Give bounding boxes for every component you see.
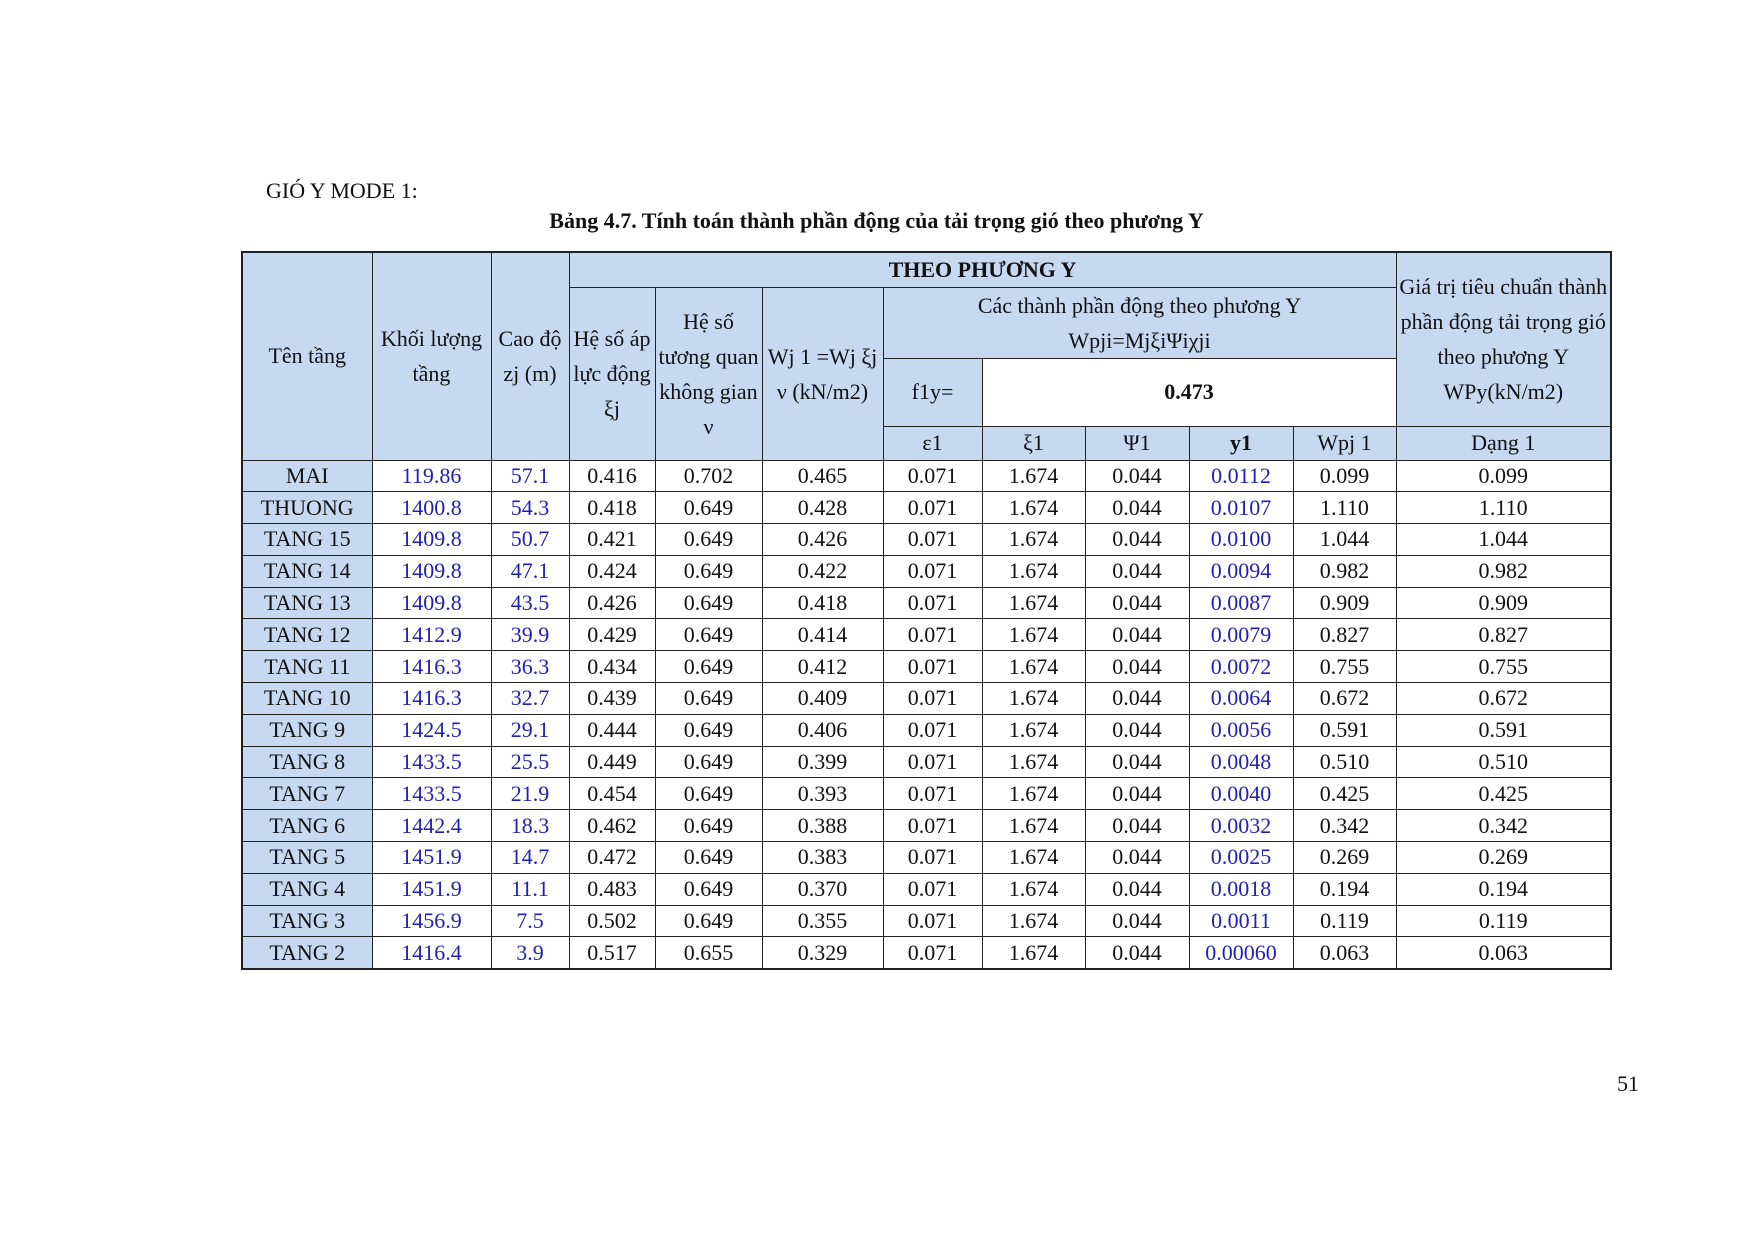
wind-load-table (241, 251, 1612, 970)
cell-wj1: 0.383 (762, 842, 883, 874)
cell-nu: 0.702 (655, 460, 762, 492)
cell-mass: 1400.8 (372, 492, 491, 524)
cell-eps1: 0.071 (883, 683, 982, 715)
cell-wpy: 0.755 (1396, 651, 1611, 683)
cell-elevation: 36.3 (491, 651, 569, 683)
cell-wpj1: 0.755 (1293, 651, 1396, 683)
cell-xi-j: 0.462 (569, 810, 655, 842)
cell-eps1: 0.071 (883, 873, 982, 905)
table-body (242, 460, 1611, 969)
cell-elevation: 39.9 (491, 619, 569, 651)
cell-wj1: 0.428 (762, 492, 883, 524)
cell-mass: 1433.5 (372, 746, 491, 778)
table-row (242, 683, 1611, 715)
cell-y1: 0.0107 (1189, 492, 1293, 524)
table-row (242, 873, 1611, 905)
cell-elevation: 57.1 (491, 460, 569, 492)
cell-xi1: 1.674 (982, 778, 1085, 810)
cell-mass: 1451.9 (372, 842, 491, 874)
cell-wpy: 0.982 (1396, 555, 1611, 587)
cell-elevation: 3.9 (491, 937, 569, 969)
cell-wj1: 0.418 (762, 587, 883, 619)
table-caption: Bảng 4.7. Tính toán thành phần động của tải trọng gió theo phương Y (549, 208, 1204, 233)
header-he-so-tuong-quan: Hệ số tương quan không gian ν (655, 287, 762, 460)
cell-elevation: 29.1 (491, 714, 569, 746)
cell-wj1: 0.412 (762, 651, 883, 683)
cell-xi1: 1.674 (982, 555, 1085, 587)
cell-mass: 1409.8 (372, 555, 491, 587)
cell-y1: 0.0087 (1189, 587, 1293, 619)
cell-elevation: 54.3 (491, 492, 569, 524)
cell-y1: 0.0072 (1189, 651, 1293, 683)
cell-wj1: 0.355 (762, 905, 883, 937)
table-row (242, 555, 1611, 587)
cell-mass: 1412.9 (372, 619, 491, 651)
cell-wpj1: 0.269 (1293, 842, 1396, 874)
cell-wj1: 0.370 (762, 873, 883, 905)
page-number: 51 (1617, 1071, 1639, 1096)
section-heading: GIÓ Y MODE 1: (266, 178, 418, 203)
cell-wpj1: 0.591 (1293, 714, 1396, 746)
cell-psi1: 0.044 (1085, 524, 1189, 556)
cell-floor-name: TANG 7 (242, 778, 372, 810)
cell-mass: 1416.3 (372, 683, 491, 715)
cell-floor-name: TANG 12 (242, 619, 372, 651)
header-cac-thanh-phan-text: Các thành phần động theo phương Y (977, 292, 1302, 318)
cell-wj1: 0.399 (762, 746, 883, 778)
cell-xi1: 1.674 (982, 619, 1085, 651)
cell-psi1: 0.044 (1085, 873, 1189, 905)
cell-eps1: 0.071 (883, 524, 982, 556)
cell-y1: 0.0032 (1189, 810, 1293, 842)
cell-xi-j: 0.421 (569, 524, 655, 556)
cell-xi-j: 0.439 (569, 683, 655, 715)
cell-xi-j: 0.418 (569, 492, 655, 524)
header-theo-phuong: THEO PHƯƠNG Y (569, 252, 1396, 287)
cell-psi1: 0.044 (1085, 842, 1189, 874)
cell-nu: 0.649 (655, 651, 762, 683)
cell-floor-name: TANG 6 (242, 810, 372, 842)
cell-wpy: 0.672 (1396, 683, 1611, 715)
cell-eps1: 0.071 (883, 905, 982, 937)
cell-wj1: 0.422 (762, 555, 883, 587)
cell-nu: 0.649 (655, 683, 762, 715)
header-cao-do: Cao độ zj (m) (491, 252, 569, 460)
cell-floor-name: TANG 9 (242, 714, 372, 746)
cell-y1: 0.0112 (1189, 460, 1293, 492)
cell-wpj1: 0.119 (1293, 905, 1396, 937)
cell-y1: 0.0056 (1189, 714, 1293, 746)
cell-xi1: 1.674 (982, 587, 1085, 619)
cell-psi1: 0.044 (1085, 555, 1189, 587)
cell-mass: 1433.5 (372, 778, 491, 810)
cell-eps1: 0.071 (883, 555, 982, 587)
header-eps: ε1 (883, 426, 982, 460)
cell-mass: 1424.5 (372, 714, 491, 746)
cell-elevation: 50.7 (491, 524, 569, 556)
cell-xi-j: 0.416 (569, 460, 655, 492)
header-gia-tri (1396, 252, 1611, 426)
cell-wj1: 0.426 (762, 524, 883, 556)
cell-floor-name: TANG 5 (242, 842, 372, 874)
cell-xi1: 1.674 (982, 842, 1085, 874)
cell-nu: 0.649 (655, 587, 762, 619)
cell-mass: 1451.9 (372, 873, 491, 905)
cell-eps1: 0.071 (883, 778, 982, 810)
cell-xi-j: 0.434 (569, 651, 655, 683)
cell-wpj1: 0.982 (1293, 555, 1396, 587)
header-formula: Wpji=MjξiΨiχji (1068, 327, 1211, 353)
cell-wpj1: 1.110 (1293, 492, 1396, 524)
cell-wpy: 0.269 (1396, 842, 1611, 874)
header-he-so-ap-luc: Hệ số áp lực động ξj (569, 287, 655, 460)
header-cac-thanh-phan (883, 287, 1396, 358)
cell-y1: 0.00060 (1189, 937, 1293, 969)
cell-eps1: 0.071 (883, 810, 982, 842)
cell-wj1: 0.465 (762, 460, 883, 492)
cell-xi-j: 0.444 (569, 714, 655, 746)
cell-psi1: 0.044 (1085, 905, 1189, 937)
cell-wpj1: 0.425 (1293, 778, 1396, 810)
cell-wpy: 0.827 (1396, 619, 1611, 651)
cell-nu: 0.649 (655, 778, 762, 810)
cell-mass: 1409.8 (372, 524, 491, 556)
cell-nu: 0.649 (655, 810, 762, 842)
header-khoi-luong: Khối lượng tầng (372, 252, 491, 460)
cell-psi1: 0.044 (1085, 587, 1189, 619)
cell-xi-j: 0.449 (569, 746, 655, 778)
cell-elevation: 11.1 (491, 873, 569, 905)
cell-xi1: 1.674 (982, 492, 1085, 524)
cell-mass: 119.86 (372, 460, 491, 492)
cell-xi-j: 0.424 (569, 555, 655, 587)
table-row (242, 937, 1611, 969)
cell-y1: 0.0094 (1189, 555, 1293, 587)
cell-wpj1: 0.909 (1293, 587, 1396, 619)
cell-eps1: 0.071 (883, 619, 982, 651)
cell-wpy: 0.510 (1396, 746, 1611, 778)
table-row (242, 810, 1611, 842)
cell-xi-j: 0.502 (569, 905, 655, 937)
header-wj1: Wj 1 =Wj ξj ν (kN/m2) (762, 287, 883, 460)
cell-eps1: 0.071 (883, 714, 982, 746)
cell-wpy: 0.909 (1396, 587, 1611, 619)
cell-floor-name: TANG 15 (242, 524, 372, 556)
table-row (242, 746, 1611, 778)
header-dang1: Dạng 1 (1396, 426, 1611, 460)
header-gia-tri-unit: WPy(kN/m2) (1443, 379, 1564, 405)
cell-psi1: 0.044 (1085, 746, 1189, 778)
header-ten-tang: Tên tầng (242, 252, 372, 460)
cell-floor-name: TANG 8 (242, 746, 372, 778)
cell-floor-name: TANG 10 (242, 683, 372, 715)
cell-eps1: 0.071 (883, 460, 982, 492)
cell-nu: 0.649 (655, 873, 762, 905)
cell-psi1: 0.044 (1085, 778, 1189, 810)
cell-elevation: 18.3 (491, 810, 569, 842)
table-header (242, 252, 1611, 460)
cell-wpy: 1.110 (1396, 492, 1611, 524)
cell-xi-j: 0.429 (569, 619, 655, 651)
header-psi: Ψ1 (1085, 426, 1189, 460)
cell-xi1: 1.674 (982, 651, 1085, 683)
cell-psi1: 0.044 (1085, 492, 1189, 524)
cell-psi1: 0.044 (1085, 619, 1189, 651)
cell-xi1: 1.674 (982, 937, 1085, 969)
cell-wj1: 0.388 (762, 810, 883, 842)
cell-eps1: 0.071 (883, 746, 982, 778)
cell-wpy: 0.119 (1396, 905, 1611, 937)
header-y1: y1 (1189, 426, 1293, 460)
cell-xi1: 1.674 (982, 714, 1085, 746)
table-row (242, 778, 1611, 810)
cell-nu: 0.649 (655, 714, 762, 746)
cell-xi1: 1.674 (982, 746, 1085, 778)
cell-elevation: 43.5 (491, 587, 569, 619)
cell-mass: 1416.4 (372, 937, 491, 969)
cell-floor-name: THUONG (242, 492, 372, 524)
cell-xi-j: 0.426 (569, 587, 655, 619)
cell-xi1: 1.674 (982, 810, 1085, 842)
cell-wpy: 0.099 (1396, 460, 1611, 492)
cell-nu: 0.649 (655, 619, 762, 651)
cell-wpj1: 0.827 (1293, 619, 1396, 651)
cell-eps1: 0.071 (883, 937, 982, 969)
cell-floor-name: TANG 3 (242, 905, 372, 937)
cell-nu: 0.649 (655, 905, 762, 937)
cell-mass: 1409.8 (372, 587, 491, 619)
cell-psi1: 0.044 (1085, 810, 1189, 842)
cell-elevation: 14.7 (491, 842, 569, 874)
cell-wpy: 0.342 (1396, 810, 1611, 842)
cell-wj1: 0.406 (762, 714, 883, 746)
cell-wpj1: 0.342 (1293, 810, 1396, 842)
cell-floor-name: TANG 4 (242, 873, 372, 905)
table-row (242, 842, 1611, 874)
cell-psi1: 0.044 (1085, 460, 1189, 492)
cell-xi-j: 0.517 (569, 937, 655, 969)
cell-mass: 1442.4 (372, 810, 491, 842)
cell-y1: 0.0100 (1189, 524, 1293, 556)
header-xi: ξ1 (982, 426, 1085, 460)
cell-xi1: 1.674 (982, 683, 1085, 715)
cell-xi1: 1.674 (982, 873, 1085, 905)
cell-y1: 0.0011 (1189, 905, 1293, 937)
cell-nu: 0.649 (655, 555, 762, 587)
table-row (242, 619, 1611, 651)
cell-y1: 0.0048 (1189, 746, 1293, 778)
cell-elevation: 47.1 (491, 555, 569, 587)
cell-wpj1: 0.194 (1293, 873, 1396, 905)
cell-eps1: 0.071 (883, 651, 982, 683)
table-row (242, 651, 1611, 683)
cell-y1: 0.0025 (1189, 842, 1293, 874)
cell-wj1: 0.329 (762, 937, 883, 969)
cell-y1: 0.0040 (1189, 778, 1293, 810)
table-row (242, 460, 1611, 492)
table-row (242, 492, 1611, 524)
cell-nu: 0.649 (655, 524, 762, 556)
header-gia-tri-text: Giá trị tiêu chuẩn thành phần động tải trọng gió theo phương Y (1399, 274, 1608, 370)
cell-y1: 0.0064 (1189, 683, 1293, 715)
cell-elevation: 32.7 (491, 683, 569, 715)
cell-xi-j: 0.483 (569, 873, 655, 905)
cell-mass: 1416.3 (372, 651, 491, 683)
cell-nu: 0.655 (655, 937, 762, 969)
cell-xi1: 1.674 (982, 460, 1085, 492)
cell-wpy: 0.591 (1396, 714, 1611, 746)
cell-nu: 0.649 (655, 492, 762, 524)
table-row (242, 714, 1611, 746)
table-row (242, 905, 1611, 937)
cell-eps1: 0.071 (883, 587, 982, 619)
cell-wj1: 0.409 (762, 683, 883, 715)
cell-wpj1: 0.063 (1293, 937, 1396, 969)
header-f1y-label: f1y= (883, 358, 982, 426)
cell-floor-name: TANG 13 (242, 587, 372, 619)
cell-mass: 1456.9 (372, 905, 491, 937)
cell-floor-name: TANG 11 (242, 651, 372, 683)
header-wpj1: Wpj 1 (1293, 426, 1396, 460)
cell-psi1: 0.044 (1085, 937, 1189, 969)
cell-xi1: 1.674 (982, 524, 1085, 556)
cell-floor-name: TANG 14 (242, 555, 372, 587)
table-row (242, 587, 1611, 619)
table-row (242, 524, 1611, 556)
cell-nu: 0.649 (655, 842, 762, 874)
cell-xi1: 1.674 (982, 905, 1085, 937)
cell-floor-name: TANG 2 (242, 937, 372, 969)
cell-wpy: 1.044 (1396, 524, 1611, 556)
cell-elevation: 7.5 (491, 905, 569, 937)
cell-floor-name: MAI (242, 460, 372, 492)
cell-wpy: 0.063 (1396, 937, 1611, 969)
cell-xi-j: 0.472 (569, 842, 655, 874)
cell-psi1: 0.044 (1085, 714, 1189, 746)
cell-eps1: 0.071 (883, 842, 982, 874)
cell-y1: 0.0018 (1189, 873, 1293, 905)
cell-wpy: 0.425 (1396, 778, 1611, 810)
cell-wj1: 0.414 (762, 619, 883, 651)
header-f1y-value: 0.473 (982, 358, 1396, 426)
cell-wpj1: 0.510 (1293, 746, 1396, 778)
cell-nu: 0.649 (655, 746, 762, 778)
cell-wpj1: 0.672 (1293, 683, 1396, 715)
cell-wpy: 0.194 (1396, 873, 1611, 905)
cell-psi1: 0.044 (1085, 683, 1189, 715)
cell-xi-j: 0.454 (569, 778, 655, 810)
cell-wpj1: 0.099 (1293, 460, 1396, 492)
cell-eps1: 0.071 (883, 492, 982, 524)
cell-wj1: 0.393 (762, 778, 883, 810)
cell-wpj1: 1.044 (1293, 524, 1396, 556)
cell-psi1: 0.044 (1085, 651, 1189, 683)
cell-y1: 0.0079 (1189, 619, 1293, 651)
cell-elevation: 25.5 (491, 746, 569, 778)
cell-elevation: 21.9 (491, 778, 569, 810)
